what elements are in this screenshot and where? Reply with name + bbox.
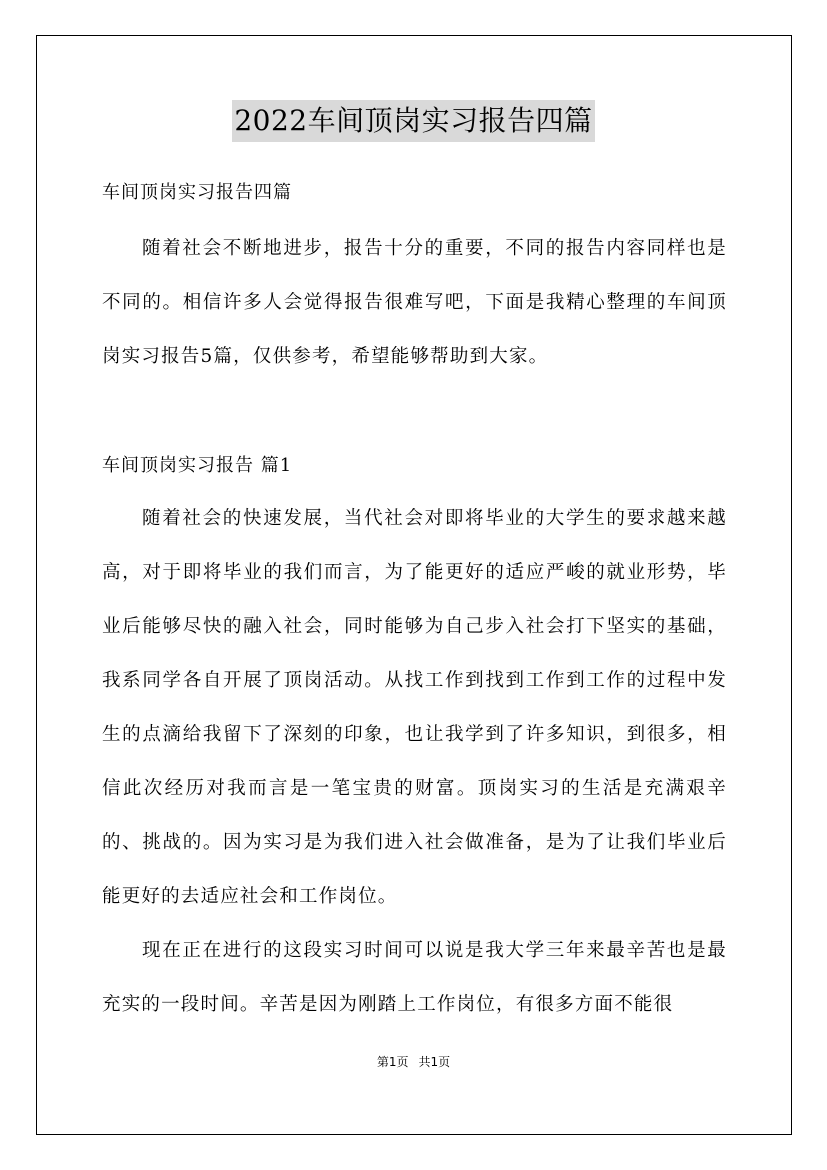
title-container — [0, 100, 827, 142]
page-number: 第1页 — [376, 1055, 409, 1069]
section-heading: 车间顶岗实习报告 篇1 — [102, 455, 293, 476]
body-paragraph: 现在正在进行的这段实习时间可以说是我大学三年来最辛苦也是最充实的一段时间。辛苦是因为刚踏上工作岗位，有很多方面不能很 — [102, 940, 727, 1015]
document-subtitle: 车间顶岗实习报告四篇 — [102, 182, 292, 203]
body-paragraph: 随着社会的快速发展，当代社会对即将毕业的大学生的要求越来越高，对于即将毕业的我们而言，为了能更好的适应严峻的就业形势，毕业后能够尽快的融入社会，同时能够为自己步入社会打下坚实的基础，我系同学各自开展了顶岗活动。从找工作到找到工作到工作的过程中发生的点滴给我留下了深刻的印象，也让我学到了许多知识，到很多，相信此次经历对我而言是一笔宝贵的财富。顶岗实习的生活是充满艰辛的、挑战的。因为实习是为我们进入社会做准备，是为了让我们毕业后能更好的去适应社会和工作岗位。 — [102, 508, 727, 907]
page-footer — [0, 1054, 827, 1070]
total-pages: 共1页 — [418, 1055, 451, 1069]
intro-paragraph: 随着社会不断地进步，报告十分的重要，不同的报告内容同样也是不同的。相信许多人会觉得报告很难写吧，下面是我精心整理的车间顶岗实习报告5篇，仅供参考，希望能够帮助到大家。 — [102, 238, 727, 367]
document-title: 2022车间顶岗实习报告四篇 — [232, 100, 594, 142]
